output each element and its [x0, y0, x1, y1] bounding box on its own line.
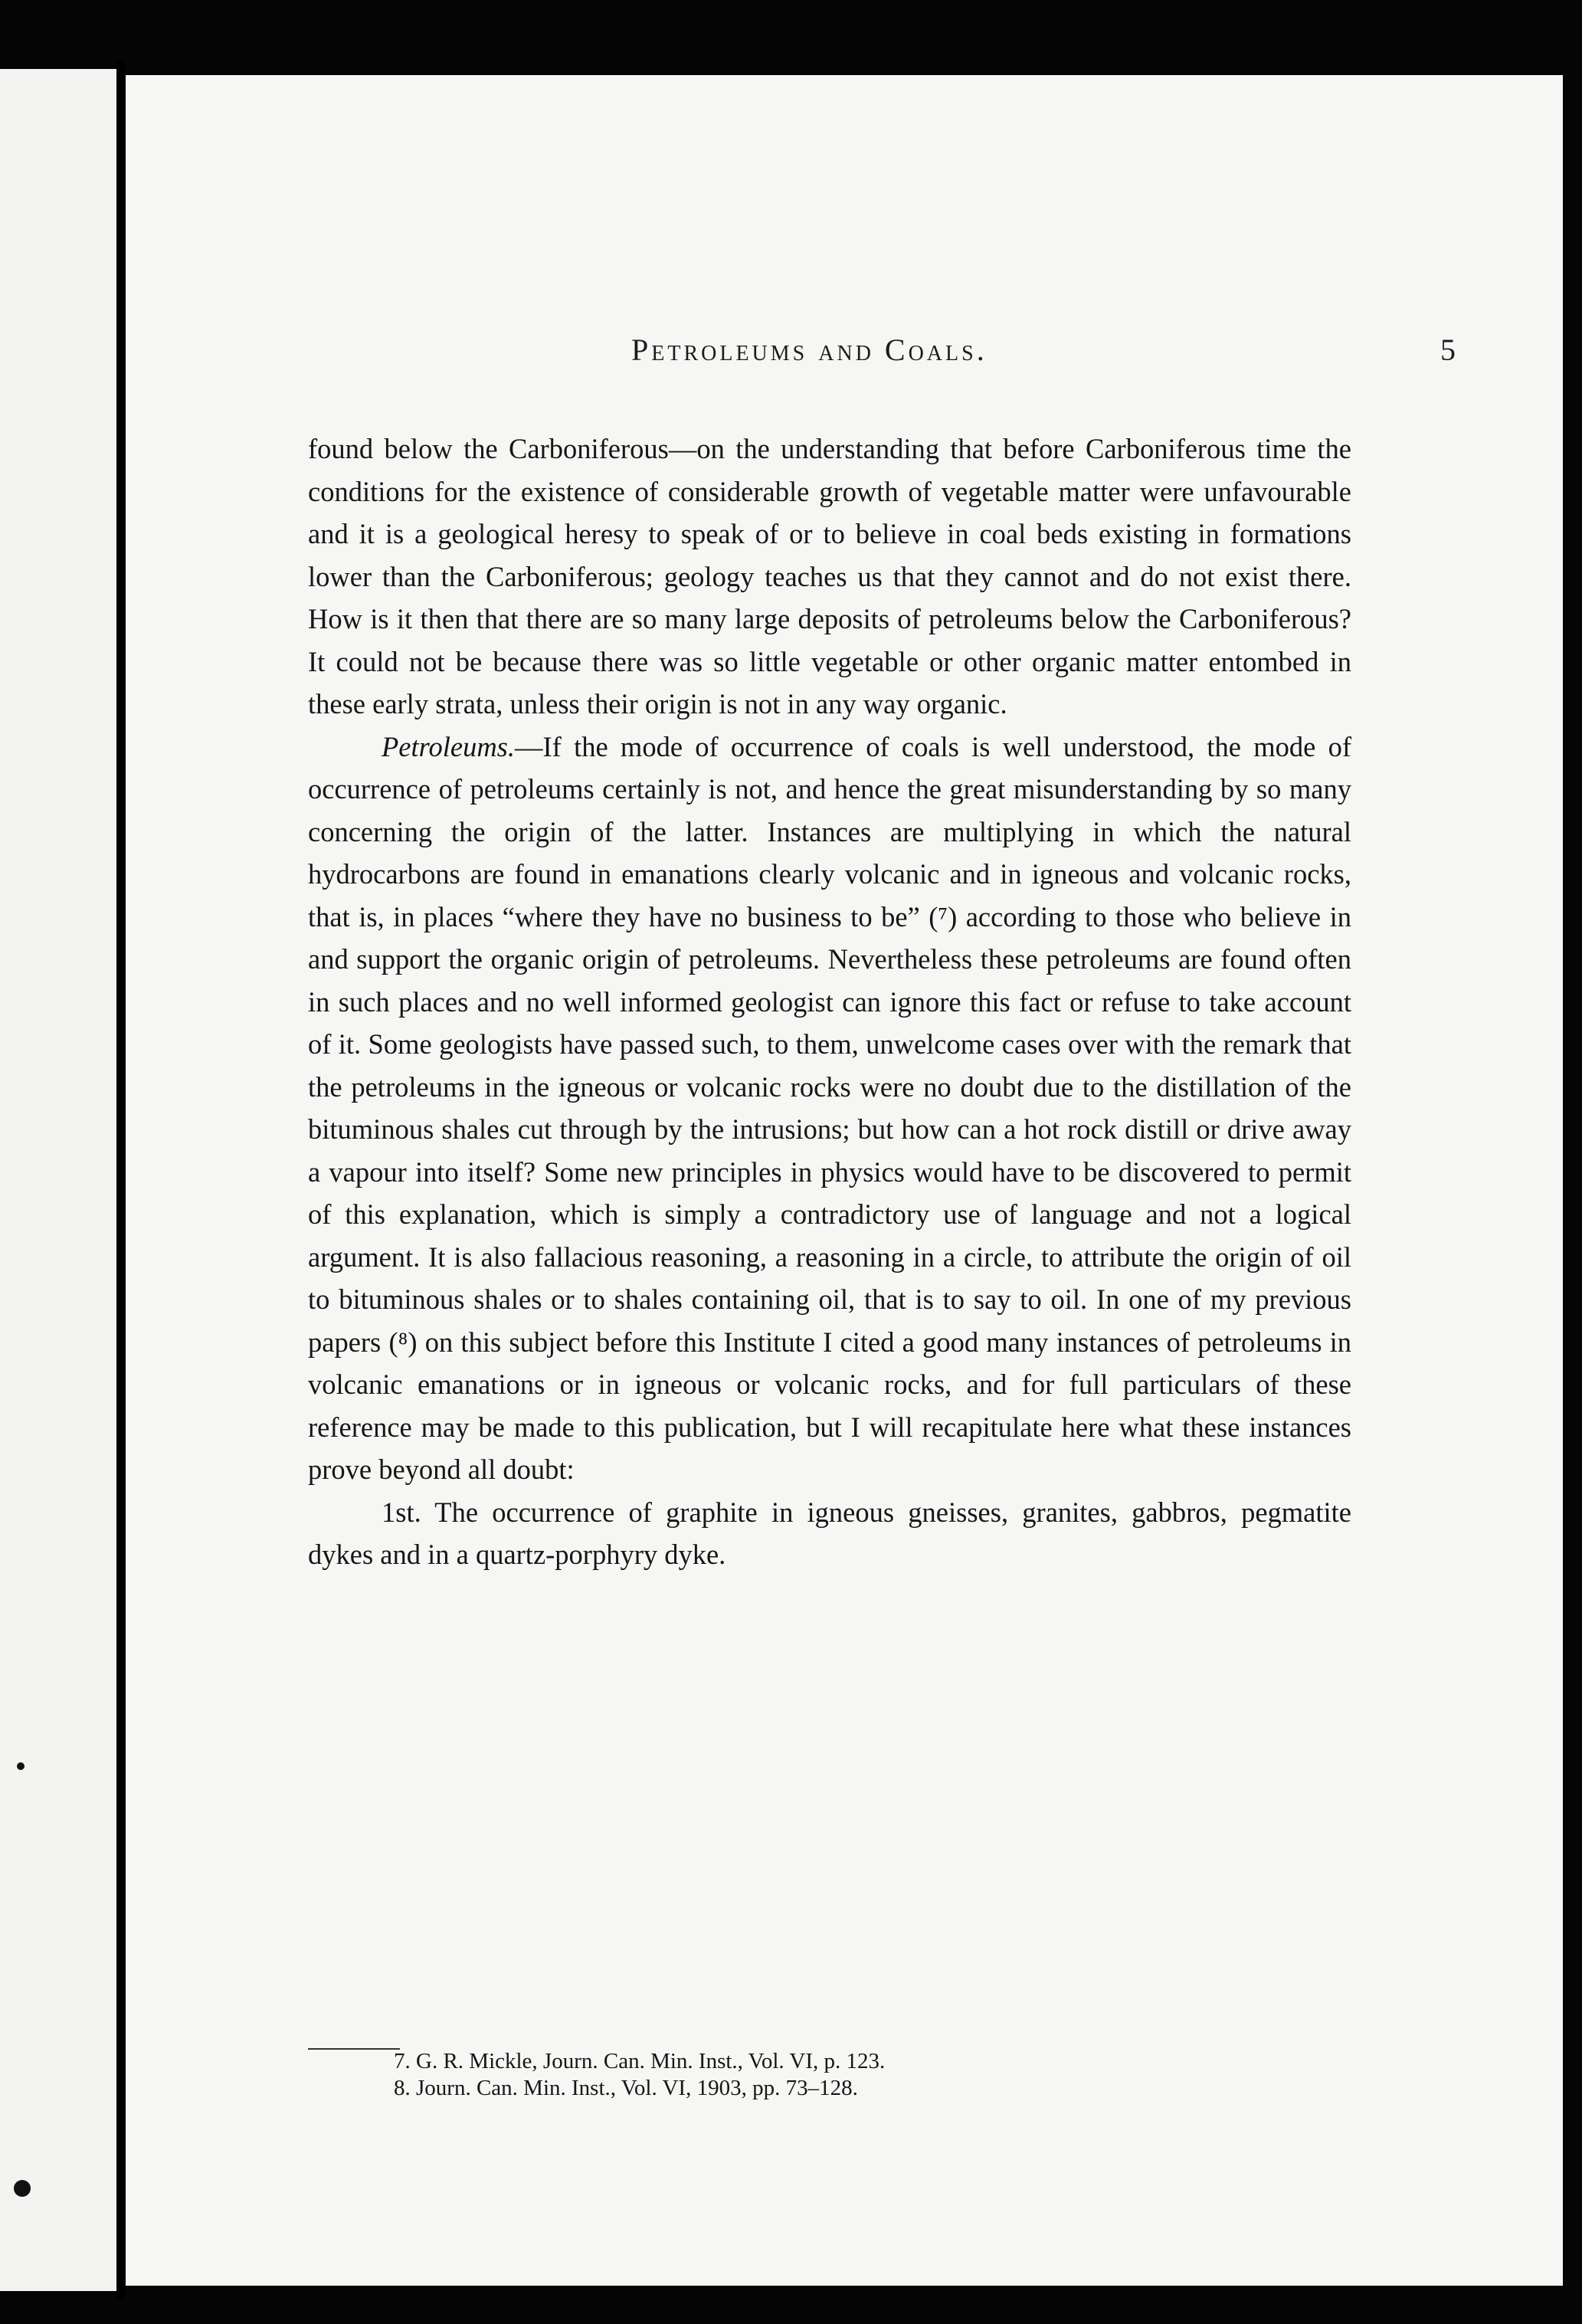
paragraph [308, 1491, 1351, 1576]
paragraph-text: found below the Carboniferous—on the understanding that before Carboniferous time the conditions for the existence of considerable growth of vegetable matter were unfavourable and it is a geological heresy to speak of or to believe in coal beds existing in formations lower than the Carboniferous; geology teaches us that they cannot and do not exist there. How is it then that there are so many large deposits of petroleums below the Carboniferous? It could not be because there was so little vegetable or other organic matter entombed in these early strata, unless their origin is not in any way organic. [308, 433, 1351, 719]
running-head-title: Petroleums and Coals. [631, 333, 988, 367]
paragraph [308, 726, 1351, 1491]
paragraph-text: 1st. The occurrence of graphite in igneous gneisses, granites, gabbros, pegmatite dykes and in a quartz-porphyry dyke. [308, 1496, 1351, 1570]
book-gutter [116, 61, 126, 2299]
scan-speck [14, 2180, 31, 2197]
section-lead: Petroleums. [382, 730, 516, 762]
running-head [126, 332, 1563, 367]
footnotes [394, 2048, 1236, 2102]
paragraph [308, 428, 1351, 726]
body-text [308, 428, 1351, 1576]
book-page [126, 75, 1563, 2286]
scan-speck [17, 1762, 25, 1770]
paragraph-text: —If the mode of occurrence of coals is well understood, the mode of occurrence of petroleums certainly is not, and hence the great misunderstanding by so many concerning the origin of the latter. Instances are multiplying in which the natural hydrocarbons are found in emanations clearly volcanic and in igneous and volcanic rocks, that is, in places “where they have no business to be” (⁷) according to those who believe in and support the organic origin of petroleums. Nevertheless these petroleums are found often in such places and no well informed geologist can ignore this fact or refuse to take account of it. Some geologists have passed such, to them, unwelcome cases over with the remark that the petroleums in the igneous or volcanic rocks were no doubt due to the distillation of the bituminous shales cut through by the intrusions; but how can a hot rock distill or drive away a vapour into itself? Some new principles in physics would have to be discovered to permit of this explanation, which is simply a contradictory use of language and not a logical argument. It is also fallacious reasoning, a reasoning in a circle, to attribute the origin of oil to bituminous shales or to shales containing oil, that is to say to oil. In one of my previous papers (⁸) on this subject before this Institute I cited a good many instances of petroleums in volcanic emanations or in igneous or volcanic rocks, and for full particulars of these reference may be made to this publication, but I will recapitulate here what these instances prove beyond all doubt: [308, 730, 1351, 1485]
footnote-rule [308, 2048, 400, 2050]
page-number: 5 [1440, 333, 1456, 367]
footnote: 7. G. R. Mickle, Journ. Can. Min. Inst., Vol. VI, p. 123. [394, 2049, 886, 2073]
footnote: 8. Journ. Can. Min. Inst., Vol. VI, 1903, pp. 73–128. [394, 2076, 858, 2100]
facing-page-edge [0, 69, 116, 2291]
